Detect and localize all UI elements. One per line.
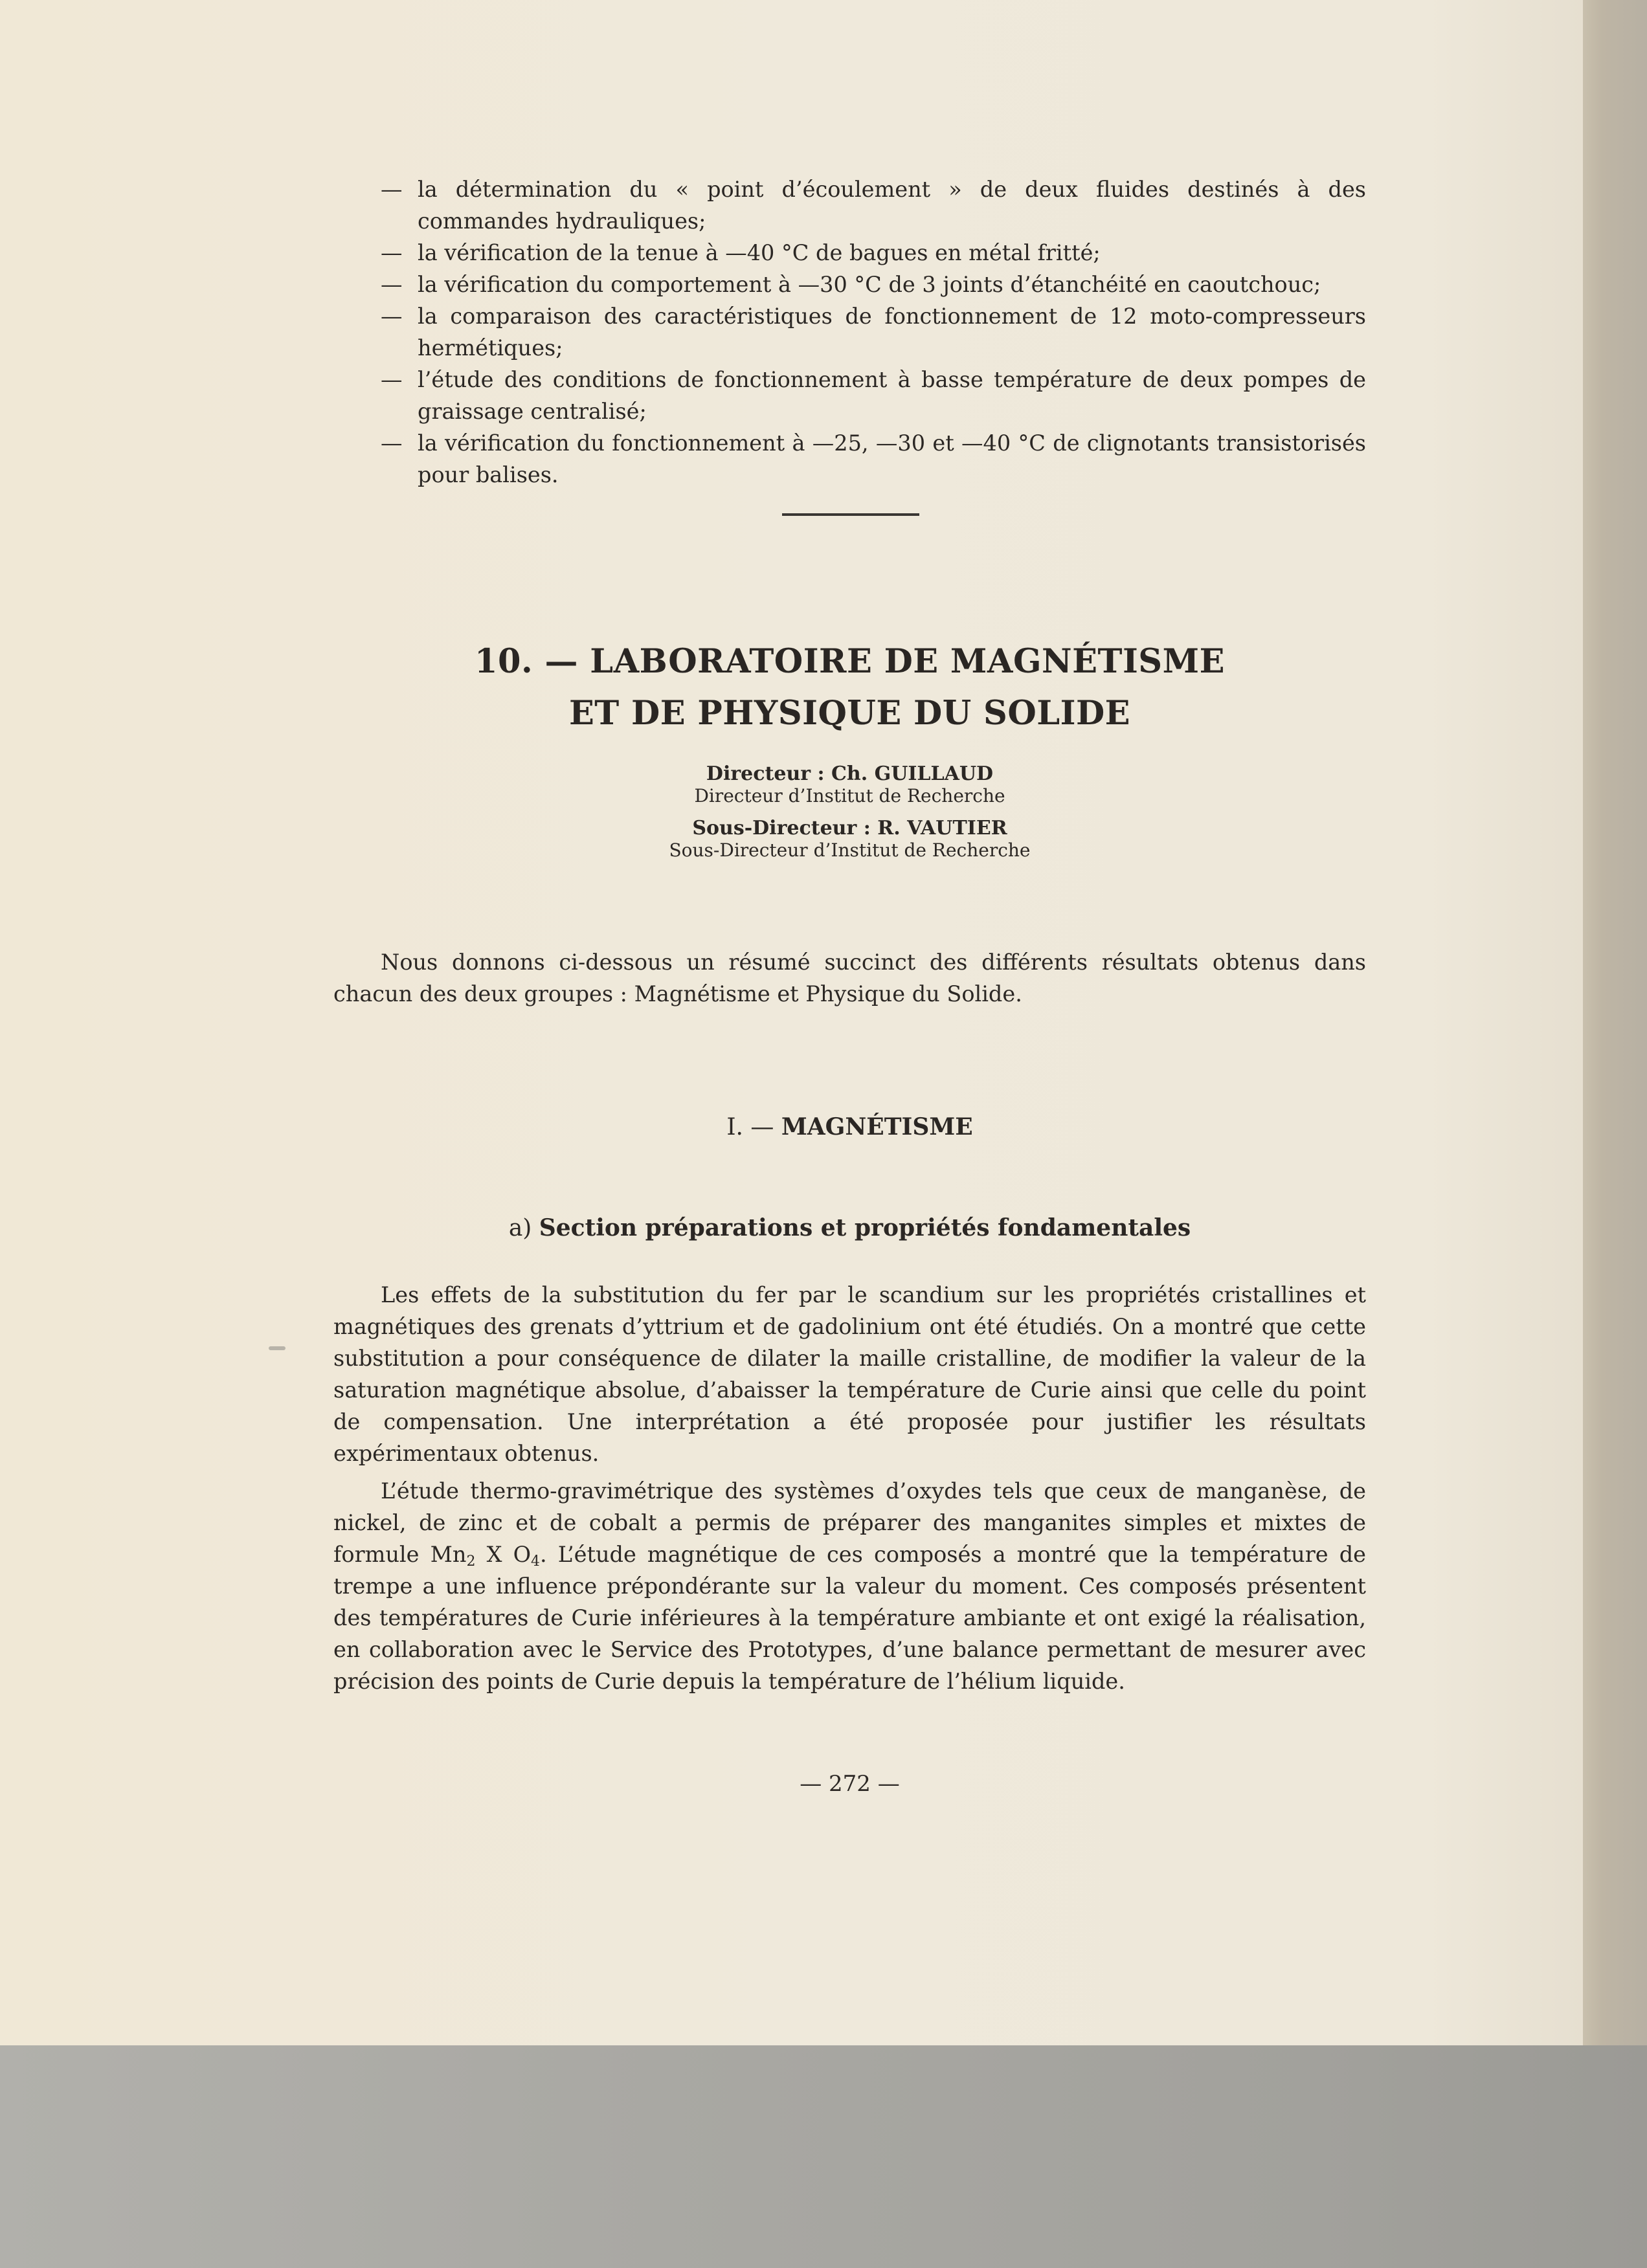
list-item-text: la vérification du fonctionnement à —25, —30 et —40 °C de clignotants transistorisés pour balises.	[418, 430, 1366, 487]
page-number: — 272 —	[800, 1771, 900, 1797]
em-dash: —	[381, 304, 403, 329]
paragraph-2	[333, 1475, 1366, 1697]
list-item-text: la détermination du « point d’écoulement » de deux fluides destinés à des commandes hydrauliques;	[418, 177, 1366, 234]
subsection-heading	[333, 1213, 1366, 1243]
em-dash: —	[381, 367, 403, 392]
subsection-title: Section préparations et propriétés fondamentales	[539, 1214, 1191, 1241]
section-title-line-1: 10. — LABORATOIRE DE MAGNÉTISME	[475, 642, 1225, 681]
director-role: Directeur d’Institut de Recherche	[694, 785, 1005, 806]
subscript-4: 4	[531, 1553, 541, 1570]
paragraph-1	[333, 1279, 1366, 1469]
em-dash: —	[381, 430, 403, 456]
subsection-prefix: a)	[508, 1215, 532, 1241]
list-item	[333, 427, 1366, 491]
list-item	[333, 173, 1366, 237]
director-block	[333, 762, 1366, 806]
paragraph-1-text: Les effets de la substitution du fer par le scandium sur les propriétés cristallines et magnétiques des grenats d’yttrium et de gadolinium ont été étudiés. On a montré que cette substitution a pour conséquence de dilater la maille cristalline, de modifier la valeur de la saturation magnétique absolue, d’abaisser la température de Curie ainsi que celle du point de compensation. Une interprétation a été proposée pour justifier les résultats expérimentaux obtenus.	[333, 1282, 1366, 1466]
list-item-text: la vérification du comportement à —30 °C de 3 joints d’étanchéité en caoutchouc;	[418, 272, 1321, 297]
part-title: MAGNÉTISME	[781, 1113, 973, 1140]
section-divider	[782, 513, 919, 516]
em-dash: —	[381, 177, 403, 202]
list-item-text: la comparaison des caractéristiques de fonctionnement de 12 moto-compresseurs hermétiques;	[418, 304, 1366, 361]
list-item	[333, 300, 1366, 364]
em-dash: —	[381, 272, 403, 297]
section-title-line-2: ET DE PHYSIQUE DU SOLIDE	[568, 694, 1131, 733]
intro-paragraph	[333, 946, 1366, 1010]
paragraph-2-part-a: L’étude thermo-gravimétrique des systèmes d’oxydes tels que ceux de manganèse, de nickel, de zinc et de cobalt a permis de préparer des manganites simples et mixtes de formule Mn	[333, 1478, 1366, 1567]
list-item	[333, 364, 1366, 427]
part-number: I. —	[726, 1114, 774, 1140]
book-gutter-shadow	[1583, 0, 1647, 2047]
list-item-text: la vérification de la tenue à —40 °C de bagues en métal fritté;	[418, 240, 1101, 265]
bullet-list	[333, 173, 1366, 491]
paragraph-2-text	[333, 1475, 1366, 1697]
list-item	[333, 269, 1366, 300]
subdirector-role: Sous-Directeur d’Institut de Recherche	[669, 839, 1031, 861]
scanner-bed	[0, 2045, 1647, 2268]
list-item-text: l’étude des conditions de fonctionnement à basse température de deux pompes de graissage centralisé;	[418, 367, 1366, 424]
part-heading	[333, 1112, 1366, 1142]
paper-speck	[269, 1346, 286, 1350]
em-dash: —	[381, 240, 403, 265]
intro-text: Nous donnons ci-dessous un résumé succinct des différents résultats obtenus dans chacun des deux groupes : Magnétisme et Physique du Solide.	[333, 950, 1366, 1006]
paragraph-2-part-b: X O	[475, 1542, 532, 1567]
list-item	[333, 237, 1366, 269]
subscript-2: 2	[466, 1553, 476, 1570]
director-name: Directeur : Ch. GUILLAUD	[706, 762, 994, 785]
paragraph-2-part-c: . L’étude magnétique de ces composés a montré que la température de trempe a une influence prépondérante sur la valeur du moment. Ces composés présentent des températures de Curie inférieures à la température ambiante et ont exigé la réalisation, en collaboration avec le Service des Prototypes, d’une balance permettant de mesurer avec précision des points de Curie depuis la température de l’hélium liquide.	[333, 1542, 1366, 1694]
subdirector-block	[333, 817, 1366, 861]
subdirector-name: Sous-Directeur : R. VAUTIER	[692, 817, 1007, 839]
